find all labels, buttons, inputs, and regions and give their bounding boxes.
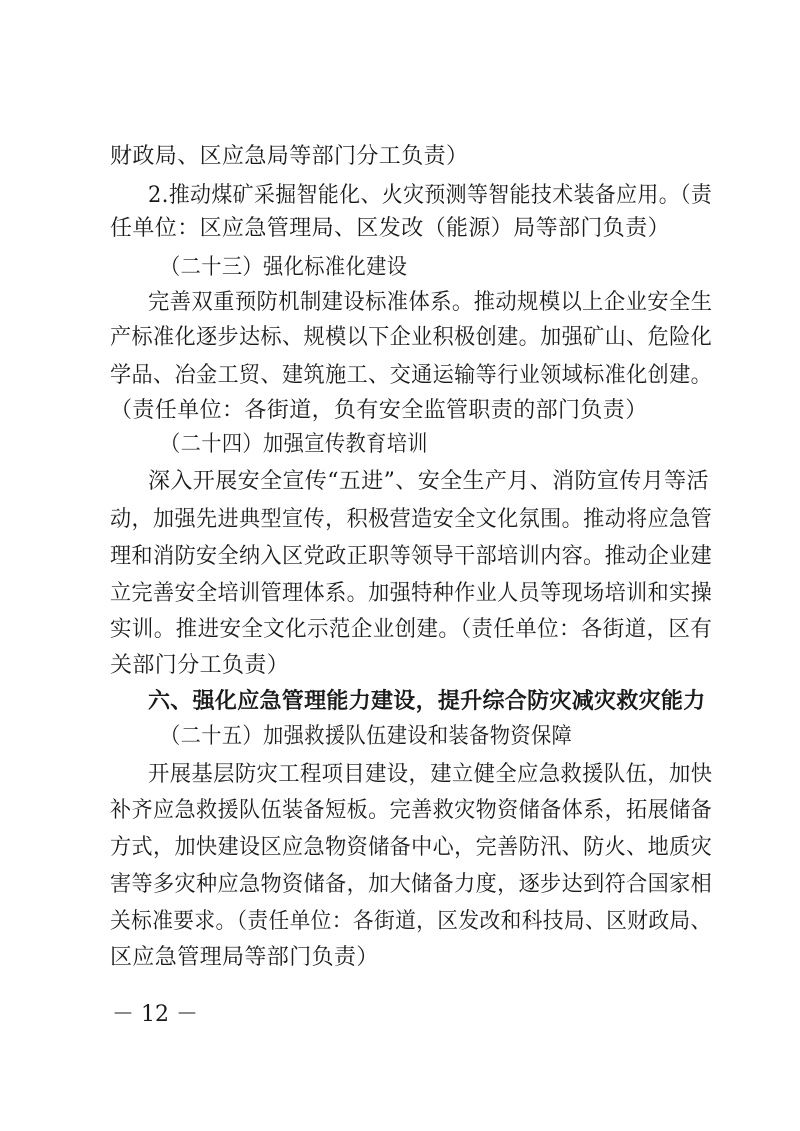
body-text-line: 害等多灾种应急物资储备，加大储备力度，逐步达到符合国家相 xyxy=(110,872,713,897)
body-text-line: 任单位：区应急管理局、区发改（能源）局等部门负责） xyxy=(110,216,671,241)
body-text-line: 立完善安全培训管理体系。加强特种作业人员等现场培训和实操 xyxy=(110,581,713,606)
paragraph-first-line: 开展基层防灾工程项目建设，建立健全应急救援队伍，加快 xyxy=(148,762,713,787)
chapter-heading-6: 六、强化应急管理能力建设，提升综合防灾减灾救灾能力 xyxy=(148,689,706,714)
section-heading-25: （二十五）加强救援队伍建设和装备物资保障 xyxy=(160,724,573,749)
page-number: － 12 － xyxy=(112,1002,198,1027)
body-text-line: 区应急管理局等部门负责） xyxy=(110,945,379,970)
body-text-line: 关部门分工负责） xyxy=(110,653,290,678)
body-text-line: 理和消防安全纳入区党政正职等领导干部培训内容。推动企业建 xyxy=(110,544,713,569)
body-text-line: 学品、冶金工贸、建筑施工、交通运输等行业领域标准化创建。 xyxy=(110,363,713,388)
body-text-line: 补齐应急救援队伍装备短板。完善救灾物资储备体系，拓展储备 xyxy=(110,798,713,823)
paragraph-first-line: 深入开展安全宣传“五进”、安全生产月、消防宣传月等活 xyxy=(148,469,709,494)
paragraph-first-line: 完善双重预防机制建设标准体系。推动规模以上企业安全生 xyxy=(148,290,713,315)
body-text-line: 财政局、区应急局等部门分工负责） xyxy=(110,144,469,169)
body-text-line: 关标准要求。（责任单位：各街道，区发改和科技局、区财政局、 xyxy=(110,909,712,934)
section-heading-23: （二十三）强化标准化建设 xyxy=(160,255,408,280)
section-heading-24: （二十四）加强宣传教育培训 xyxy=(160,432,428,457)
list-item-text: 2.推动煤矿采掘智能化、火灾预测等智能技术装备应用。（责 xyxy=(148,183,713,208)
body-text-line: （责任单位：各街道，负有安全监管职责的部门负责） xyxy=(110,398,648,423)
body-text-line: 方式，加快建设区应急物资储备中心，完善防汛、防火、地质灾 xyxy=(110,835,713,860)
body-text-line: 动，加强先进典型宣传，积极营造安全文化氛围。推动将应急管 xyxy=(110,507,713,532)
body-text-line: 产标准化逐步达标、规模以下企业积极创建。加强矿山、危险化 xyxy=(110,325,713,350)
body-text-line: 实训。推进安全文化示范企业创建。（责任单位：各街道，区有 xyxy=(110,617,713,642)
